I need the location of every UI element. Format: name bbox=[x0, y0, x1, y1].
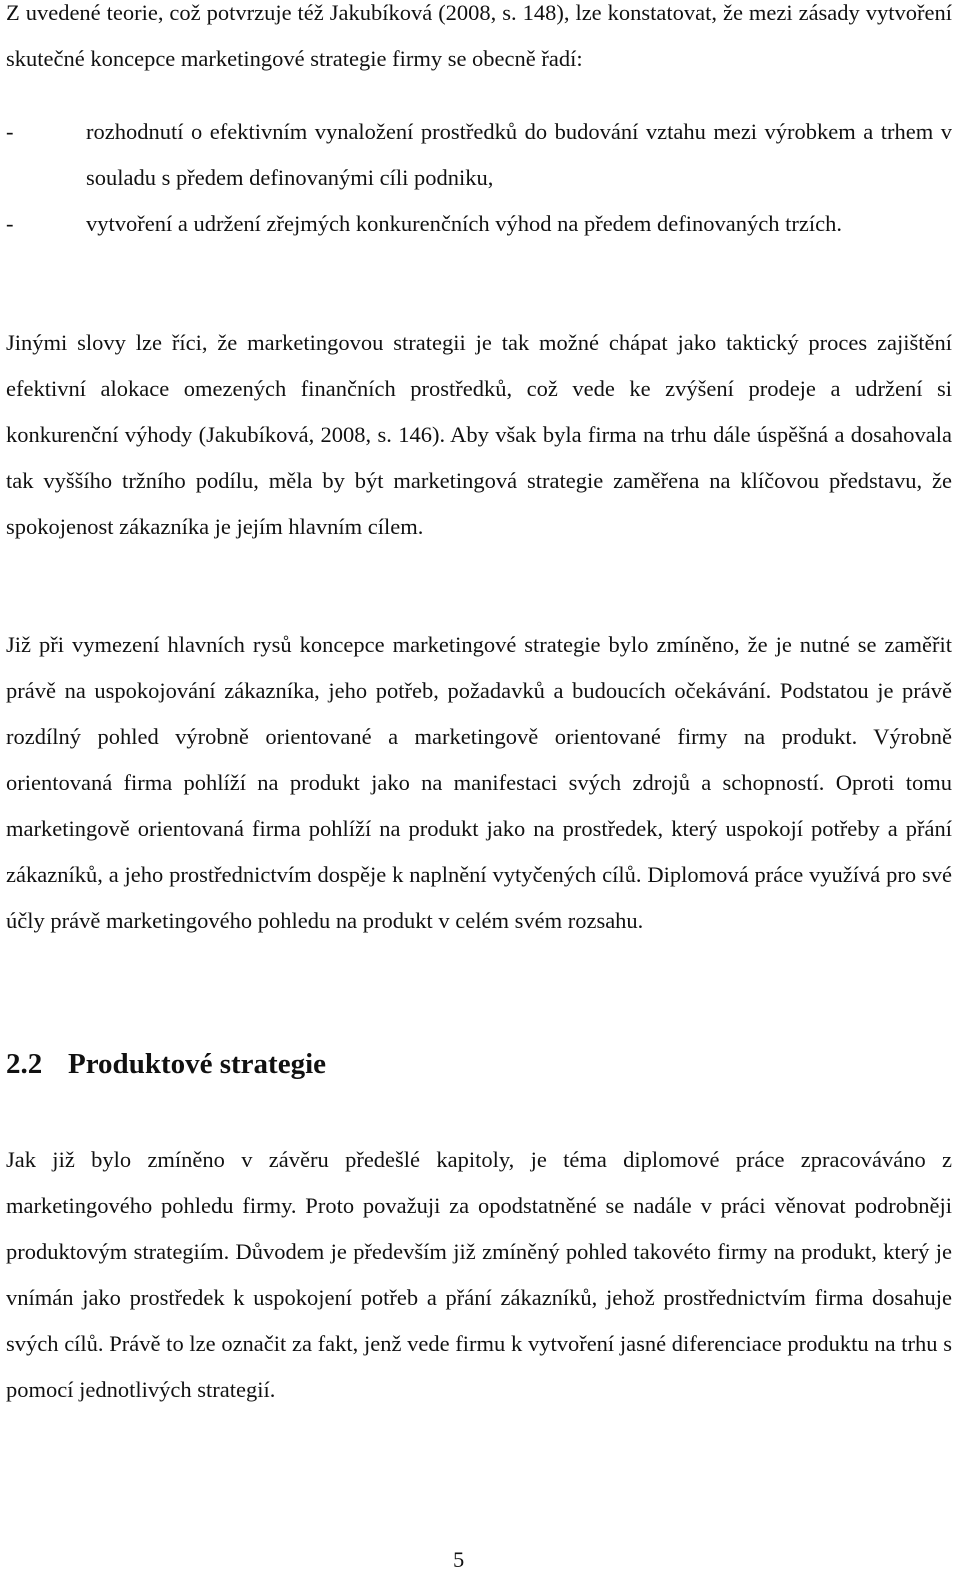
list-item bbox=[6, 109, 952, 201]
paragraph-customer-focus: Již při vymezení hlavních rysů koncepce marketingové strategie bylo zmíněno, že je nutné se zaměřit právě na uspokojování zákazníka, jeho potřeb, požadavků a budoucích očekávání. Podstatou je právě rozdílný pohled výrobně orientované a marketingově orientované firmy na produkt. Výrobně orientovaná firma pohlíží na produkt jako na manifestaci svých zdrojů a schopností. Oproti tomu marketingově orientovaná firma pohlíží na produkt jako na prostředek, který uspokojí potřeby a přání zákazníků, a jeho prostřednictvím dospěje k naplnění vytyčených cílů. Diplomová práce využívá pro své účly právě marketingového pohledu na produkt v celém svém rozsahu. bbox=[6, 632, 952, 933]
list-marker: - bbox=[6, 211, 14, 236]
section-number: 2.2 bbox=[6, 1048, 43, 1080]
section-title: Produktové strategie bbox=[68, 1048, 326, 1080]
list-item-text: rozhodnutí o efektivním vynaložení prostředků do budování vztahu mezi výrobkem a trhem v souladu s předem definovanými cíli podniku, bbox=[86, 119, 952, 190]
list-marker: - bbox=[6, 119, 14, 144]
paragraph-intro: Z uvedené teorie, což potvrzuje též Jakubíková (2008, s. 148), lze konstatovat, že mezi zásady vytvoření skutečné koncepce marketingové strategie firmy se obecně řadí: bbox=[6, 0, 952, 71]
bullet-list bbox=[6, 109, 952, 247]
page-number: 5 bbox=[453, 1547, 465, 1572]
list-item bbox=[6, 201, 952, 247]
paragraph-product-strategies: Jak již bylo zmíněno v závěru předešlé kapitoly, je téma diplomové práce zpracováváno z marketingového pohledu firmy. Proto považuji za opodstatněné se nadále v práci věnovat podrobněji produktovým strategiím. Důvodem je především již zmíněný pohled takovéto firmy na produkt, který je vnímán jako prostředek k uspokojení potřeb a přání zákazníků, jehož prostřednictvím firma dosahuje svých cílů. Právě to lze označit za fakt, jenž vede firmu k vytvoření jasné diferenciace produktu na trhu s pomocí jednotlivých strategií. bbox=[6, 1147, 952, 1402]
paragraph-strategy-definition: Jinými slovy lze říci, že marketingovou strategii je tak možné chápat jako taktický proces zajištění efektivní alokace omezených finančních prostředků, což vede ke zvýšení prodeje a udržení si konkurenční výhody (Jakubíková, 2008, s. 146). Aby však byla firma na trhu dále úspěšná a dosahovala tak vyššího tržního podílu, měla by být marketingová strategie zaměřena na klíčovou představu, že spokojenost zákazníka je jejím hlavním cílem. bbox=[6, 330, 952, 539]
section-heading bbox=[6, 1038, 326, 1090]
list-item-text: vytvoření a udržení zřejmých konkurenčních výhod na předem definovaných trzích. bbox=[86, 211, 842, 236]
